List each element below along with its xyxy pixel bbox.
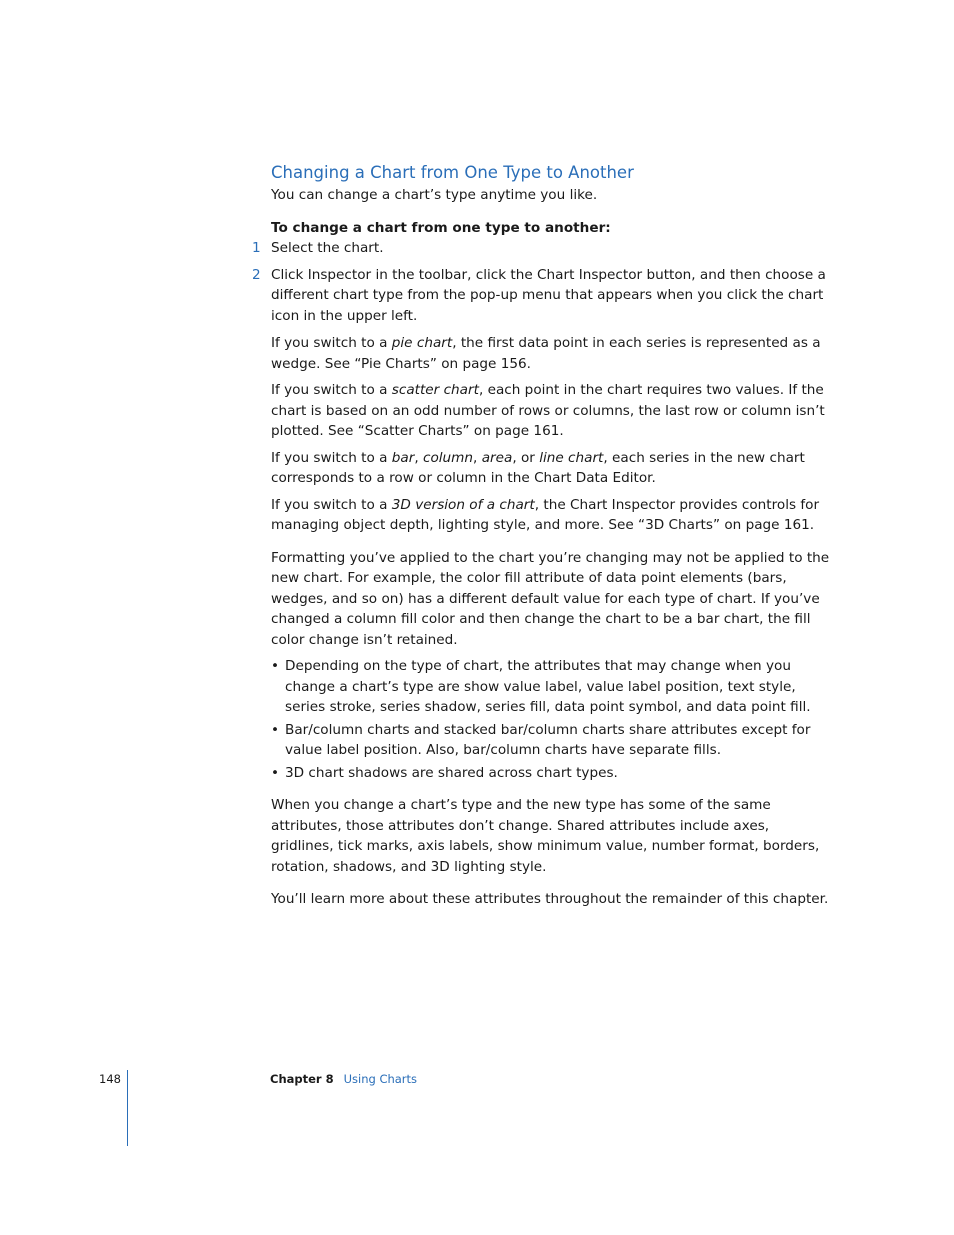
bullet-icon: • bbox=[271, 658, 280, 674]
step-2 bbox=[252, 265, 831, 327]
task-title: To change a chart from one type to another: bbox=[271, 219, 611, 236]
footer-chapter bbox=[270, 1072, 417, 1086]
bullet-icon: • bbox=[271, 721, 280, 738]
bullet-icon: • bbox=[271, 764, 280, 781]
sub-paragraph-pie: If you switch to a pie chart, the first data point in each series is represented as a wedge. See “Pie Charts” on page 156. bbox=[271, 335, 821, 372]
list-item: • Bar/column charts and stacked bar/column charts share attributes except for value label position. Also, bar/column charts have separate fills. bbox=[271, 721, 811, 758]
sub-paragraph-3d: If you switch to a 3D version of a chart, the Chart Inspector provides controls for managing object depth, lighting style, and more. See “3D Charts” on page 161. bbox=[271, 496, 820, 533]
step-1 bbox=[252, 238, 831, 259]
chapter-label: Chapter 8 bbox=[270, 1072, 334, 1086]
step-text: Click Inspector in the toolbar, click the Chart Inspector button, and then choose a different chart type from the pop-up menu that appears when you click the chart icon in the upper left. bbox=[271, 266, 826, 324]
list-item: • Depending on the type of chart, the attributes that may change when you change a chart’s type are show value label, value label position, text style, series stroke, series shadow, series fill, data point symbol, and data point fill. bbox=[271, 658, 811, 715]
page-content bbox=[252, 162, 831, 910]
paragraph-shared-attributes: When you change a chart’s type and the new type has some of the same attributes, those attributes don’t change. Shared attributes include axes, gridlines, tick marks, axis labels, show minimum value, number format, borders, rotation, shadows, and 3D lighting style. bbox=[271, 797, 820, 875]
sub-paragraph-scatter: If you switch to a scatter chart, each point in the chart requires two values. If the chart is based on an odd number of rows or columns, the last row or column isn’t plotted. See “Scatter Charts” on page 161. bbox=[271, 382, 825, 439]
paragraph-formatting: Formatting you’ve applied to the chart you’re changing may not be applied to the new chart. For example, the color fill attribute of data point elements (bars, wedges, and so on) has a different default value for each type of chart. If you’ve changed a column fill color and then change the chart to be a bar chart, the fill color change isn’t retained. bbox=[271, 549, 830, 648]
footer-divider bbox=[127, 1070, 128, 1146]
list-item: • 3D chart shadows are shared across chart types. bbox=[271, 763, 831, 784]
step-number: 2 bbox=[252, 266, 261, 283]
step-text: Select the chart. bbox=[271, 240, 384, 256]
section-heading: Changing a Chart from One Type to Another bbox=[271, 163, 634, 182]
sub-paragraph-bar-column: If you switch to a bar, column, area, or line chart, each series in the new chart corresponds to a row or column in the Chart Data Editor. bbox=[271, 449, 805, 486]
page-number: 148 bbox=[99, 1072, 121, 1086]
bullet-list bbox=[271, 656, 831, 783]
paragraph-closing: You’ll learn more about these attributes throughout the remainder of this chapter. bbox=[271, 891, 829, 907]
chapter-title-link[interactable]: Using Charts bbox=[343, 1072, 418, 1086]
step-number: 1 bbox=[252, 240, 261, 256]
intro-text: You can change a chart’s type anytime you like. bbox=[271, 187, 598, 203]
